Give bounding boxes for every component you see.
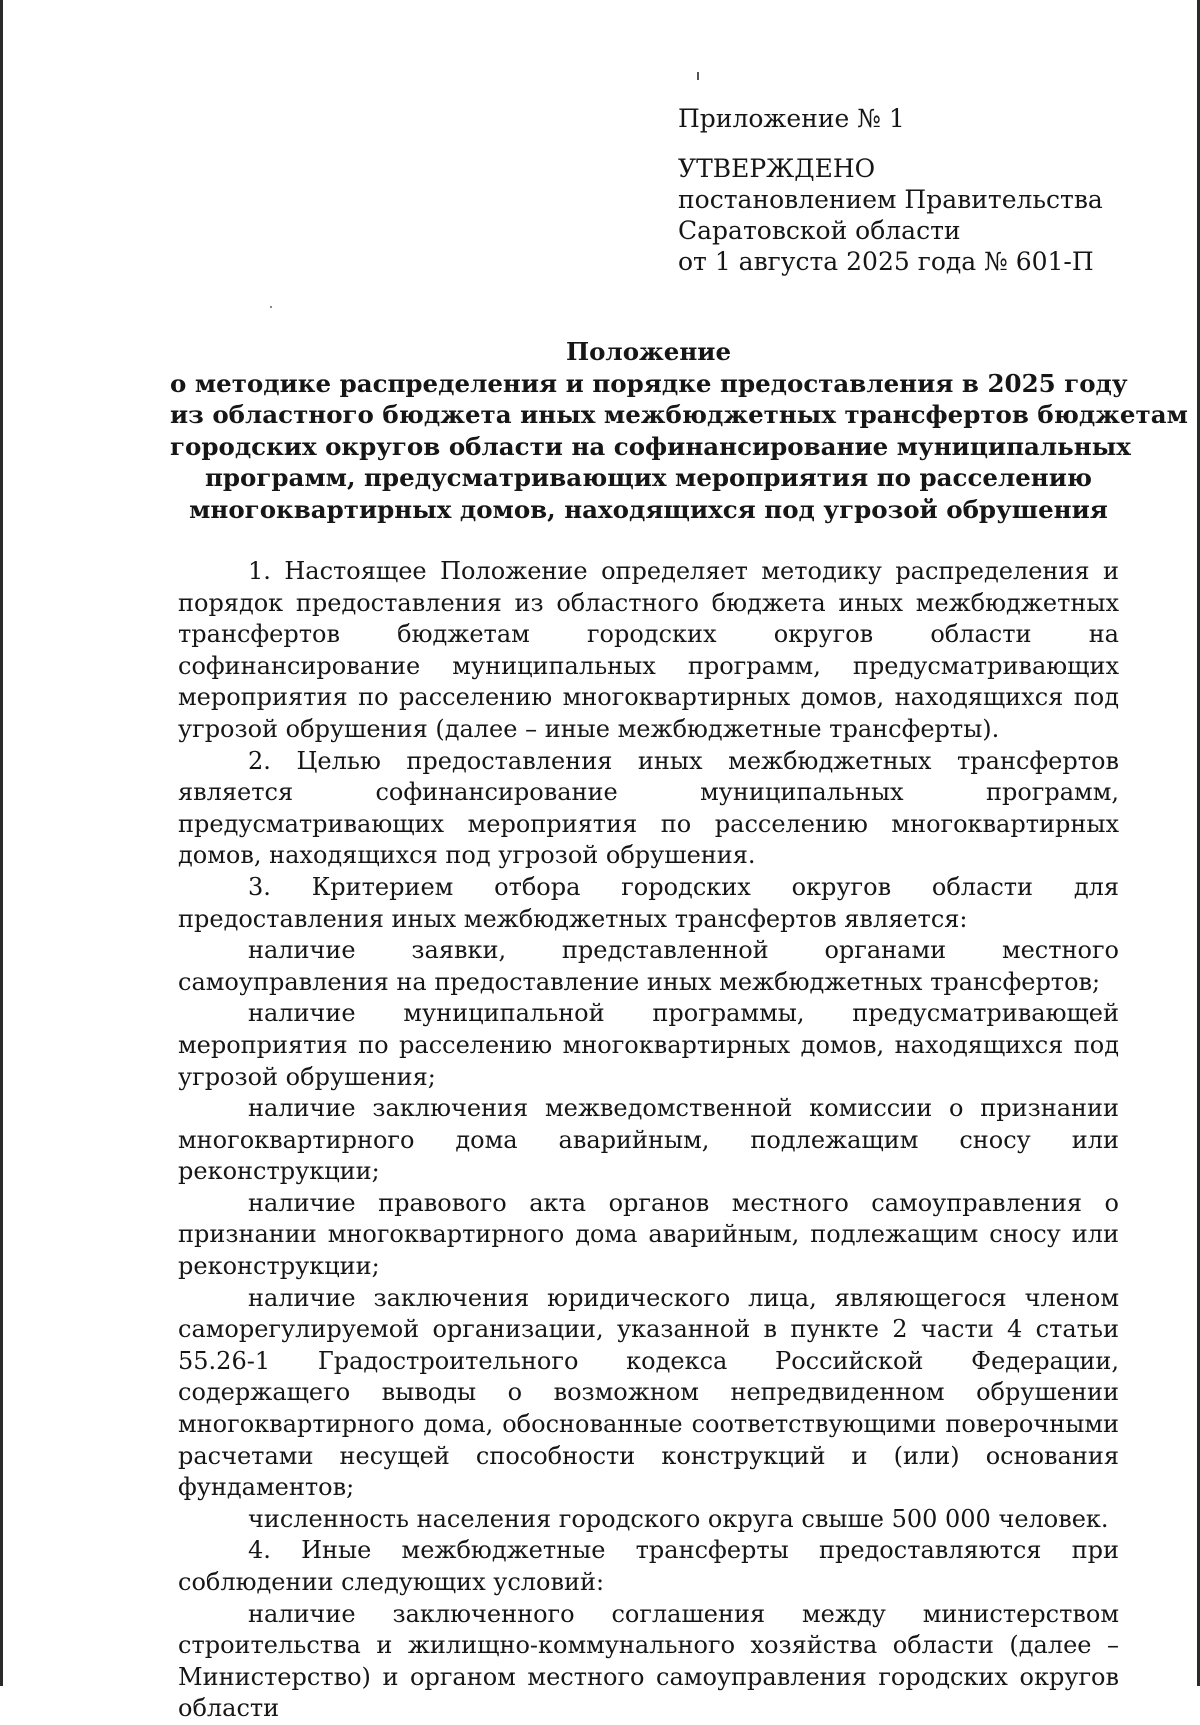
approval-block <box>678 103 1103 277</box>
criterion-expert-conclusion: наличие заключения юридического лица, являющегося членом саморегулируемой организации, указанной в пункте 2 части 4 статьи 55.26-1 Градостроительного кодекса Российской Федерации, содержащего выводы о возможном непредвиденном обрушении многоквартирного дома, обоснованные соответствующими поверочными расчетами несущей способности конструкций и (или) основания фундаментов; <box>178 1283 1119 1502</box>
paragraph-2: 2. Целью предоставления иных межбюджетных трансфертов является софинансирование муниципальных программ, предусматривающих мероприятия по расселению многоквартирных домов, находящихся под угрозой обрушения. <box>178 746 1119 870</box>
annex-label: Приложение № 1 <box>678 104 905 133</box>
approved-date-line: от 1 августа 2025 года № 601-П <box>678 247 1094 276</box>
title-line: многоквартирных домов, находящихся под угрозой обрушения <box>189 494 1108 524</box>
scan-speck <box>270 306 272 308</box>
title-line: программ, предусматривающих мероприятия по расселению <box>204 463 1093 493</box>
document-body <box>178 556 1119 1725</box>
criterion-commission: наличие заключения межведомственной комиссии о признании многоквартирного дома аварийным, подлежащим сносу или реконструкции; <box>178 1094 1119 1186</box>
paragraph-1: 1. Настоящее Положение определяет методику распределения и порядок предоставления из областного бюджета иных межбюджетных трансфертов бюджетам городских округов области на софинансирование муниципальных программ, предусматривающих мероприятия по расселению многоквартирных домов, находящихся под угрозой обрушения (далее – иные межбюджетные трансферты). <box>178 557 1119 743</box>
criterion-application: наличие заявки, представленной органами местного самоуправления на предоставление иных межбюджетных трансфертов; <box>178 936 1119 996</box>
title-line: о методике распределения и порядке предоставления в 2025 году <box>170 368 1128 398</box>
document-title <box>170 336 1188 526</box>
title-line: городских округов области на софинансирование муниципальных <box>170 431 1131 461</box>
approved-label: УТВЕРЖДЕНО <box>678 154 876 183</box>
criterion-program: наличие муниципальной программы, предусматривающей мероприятия по расселению многоквартирных домов, находящихся под угрозой обрушения; <box>178 999 1119 1091</box>
paragraph-3: 3. Критерием отбора городских округов области для предоставления иных межбюджетных трансфертов является: <box>178 872 1119 933</box>
approved-region-line: Саратовской области <box>678 216 961 245</box>
condition-agreement: наличие заключенного соглашения между министерством строительства и жилищно-коммунального хозяйства области (далее – Министерство) и органом местного самоуправления городских округов области <box>178 1599 1119 1723</box>
title-line: Положение <box>565 337 732 366</box>
page-edge-left <box>0 0 3 1686</box>
criterion-legal-act: наличие правового акта органов местного самоуправления о признании многоквартирного дома аварийным, подлежащим сносу или реконструкции; <box>178 1188 1119 1281</box>
paragraph-4: 4. Иные межбюджетные трансферты предоставляются при соблюдении следующих условий: <box>178 1536 1119 1596</box>
approved-by-line: постановлением Правительства <box>678 185 1103 214</box>
scan-speck <box>697 72 699 80</box>
criterion-population: численность населения городского округа свыше 500 000 человек. <box>248 1504 1109 1533</box>
title-line: из областного бюджета иных межбюджетных трансфертов бюджетам <box>170 400 1188 430</box>
